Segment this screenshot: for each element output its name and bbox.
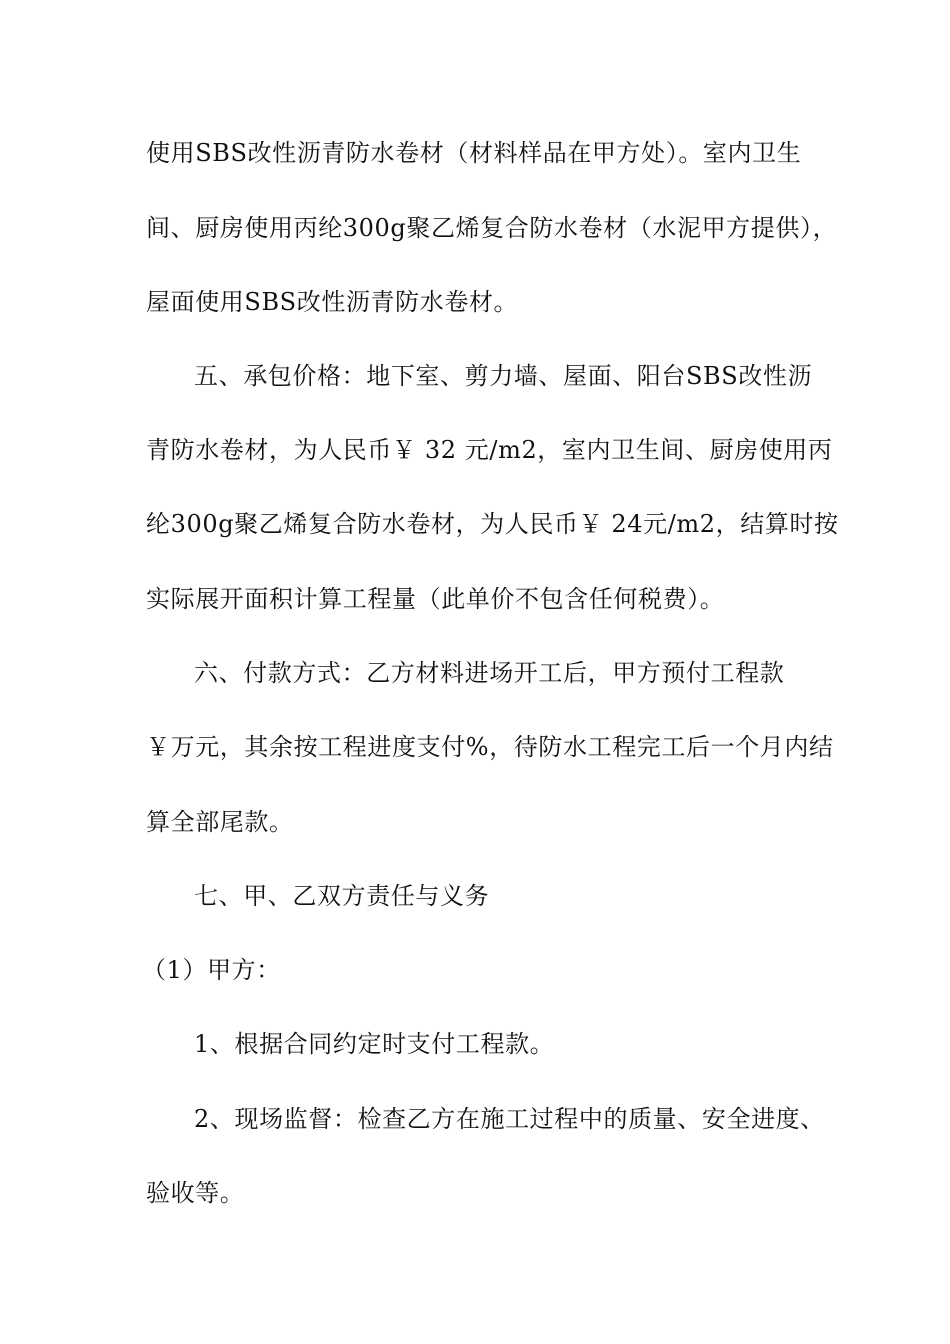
- text-line-6: 纶300g聚乙烯复合防水卷材，为人民币￥ 24元/m2，结算时按: [146, 510, 839, 538]
- text-line-5: 青防水卷材，为人民币￥ 32 元/m2，室内卫生间、厨房使用丙: [146, 436, 833, 464]
- party-a-heading: （1）甲方：: [142, 956, 281, 984]
- party-a-item-1: 1、根据合同约定时支付工程款。: [194, 1030, 555, 1058]
- text-line-9: ￥万元，其余按工程进度支付%，待防水工程完工后一个月内结: [146, 733, 834, 761]
- section-five-heading: 五、承包价格：地下室、剪力墙、屋面、阳台SBS改性沥: [194, 362, 813, 390]
- text-line-3: 屋面使用SBS改性沥青防水卷材。: [146, 288, 519, 316]
- section-seven-heading: 七、甲、乙双方责任与义务: [194, 882, 490, 910]
- text-line-1: 使用SBS改性沥青防水卷材（材料样品在甲方处）。室内卫生: [146, 139, 802, 167]
- section-six-heading: 六、付款方式：乙方材料进场开工后，甲方预付工程款: [194, 659, 785, 687]
- text-line-15: 验收等。: [146, 1179, 245, 1207]
- party-a-item-2: 2、现场监督：检查乙方在施工过程中的质量、安全进度、: [194, 1105, 825, 1133]
- text-line-2: 间、厨房使用丙纶300g聚乙烯复合防水卷材（水泥甲方提供），: [146, 214, 838, 242]
- text-line-10: 算全部尾款。: [146, 808, 294, 836]
- text-line-7: 实际展开面积计算工程量（此单价不包含任何税费）。: [146, 585, 725, 613]
